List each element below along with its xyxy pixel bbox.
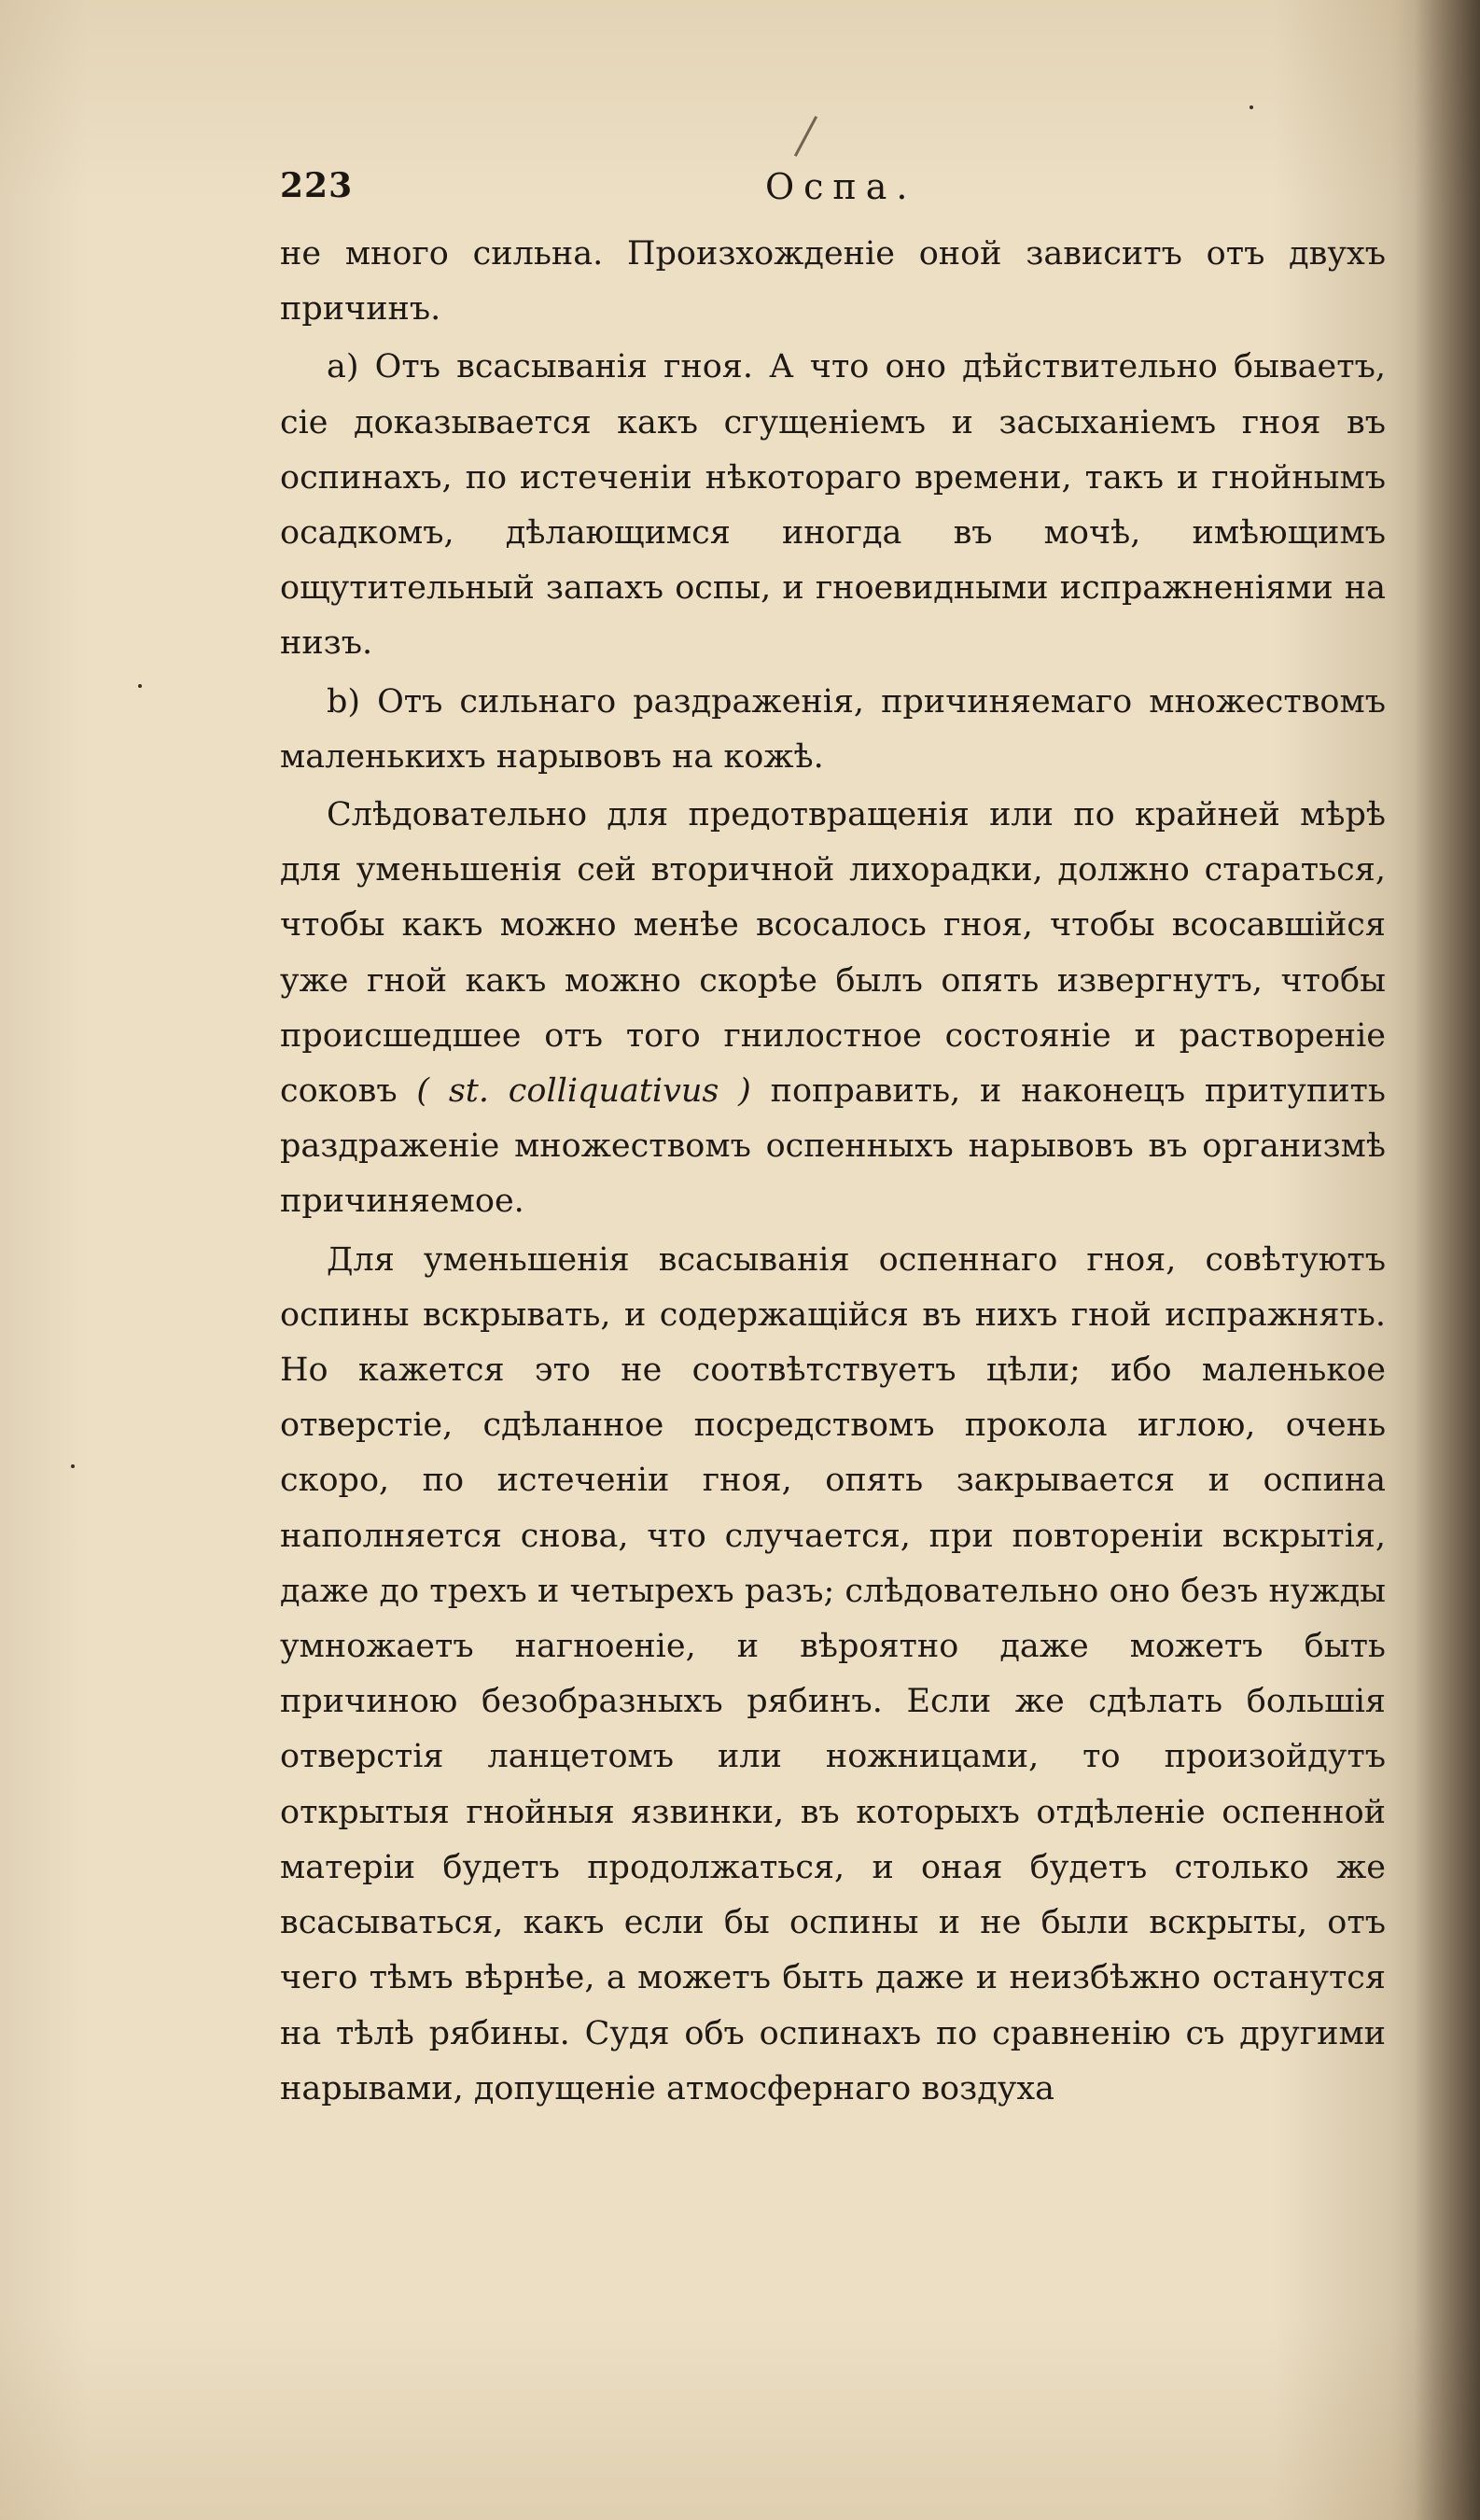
spine-shadow (1415, 0, 1480, 2520)
paragraph-text: Для уменьшенія всасыванія оспеннаго гноя, совѣтуютъ оспины вскрывать, и содержащійся въ нихъ гной испражнять. Но кажется это не соотвѣтствуетъ цѣли; ибо маленькое отверстіе, сдѣланное посредствомъ прокола иглою, очень скоро, по истеченіи гноя, опять закрывается и оспина наполняется снова, что случается, при повтореніи вскрытія, даже до трехъ и четырехъ разъ; слѣдовательно оно безъ нужды умножаетъ нагноеніе, и вѣроятно даже можетъ быть причиною безобразныхъ рябинъ. Если же сдѣлать большія отверстія ланцетомъ или ножницами, то произойдутъ открытыя гнойныя язвинки, въ которыхъ отдѣленіе оспенной матеріи будетъ продолжаться, и оная будетъ столько же всасываться, какъ если бы оспины и не были вскрыты, отъ чего тѣмъ вѣрнѣе, а можетъ быть даже и неизбѣжно останутся на тѣлѣ рябины. Судя объ оспинахъ по сравненію съ другими нарывами, допущеніе атмосфернаго воздуха (280, 1240, 1386, 2107)
paragraph (280, 340, 1386, 671)
paragraph-text: b) Отъ сильнаго раздраженія, причиняемаго множествомъ маленькихъ нарывовъ на кожѣ. (280, 682, 1386, 776)
page-header (280, 166, 1386, 222)
print-speck (1250, 105, 1253, 109)
running-title: Оспа. (765, 166, 917, 207)
paragraph (280, 227, 1386, 337)
print-speck (138, 684, 142, 688)
page-number: 223 (280, 166, 354, 205)
latin-term: ( st. colliquativus ) (416, 1072, 751, 1111)
paragraph-text: Слѣдовательно для предотвращенія или по крайней мѣрѣ для уменьшенія сей вторичной лихорадки, должно стараться, чтобы какъ можно менѣе всосалось гноя, чтобы всосавшійся уже гной какъ можно скорѣе былъ опять извергнутъ, чтобы происшедшее отъ того гнилостное состояніе и раствореніе соковъ (280, 796, 1386, 1111)
print-speck (71, 1464, 75, 1468)
paragraph-text: a) Отъ всасыванія гноя. А что оно дѣйствительно бываетъ, сіе доказывается какъ сгущеніемъ и засыханіемъ гноя въ оспинахъ, по истеченіи нѣкотораго времени, такъ и гнойнымъ осадкомъ, дѣлающимся иногда въ мочѣ, имѣющимъ ощутительный запахъ оспы, и гноевидными испражненіями на низъ. (280, 348, 1386, 663)
paragraph-text: не много сильна. Произхожденіе оной зависитъ отъ двухъ причинъ. (280, 235, 1386, 329)
paragraph (280, 1233, 1386, 2117)
body-text (280, 227, 1386, 2117)
paragraph (280, 788, 1386, 1230)
ink-mark (794, 116, 817, 157)
paragraph (280, 675, 1386, 785)
paragraph-text: поправить, и наконецъ притупить раздраженіе множествомъ оспенныхъ нарывовъ въ организмѣ причиняемое. (280, 1072, 1386, 1221)
